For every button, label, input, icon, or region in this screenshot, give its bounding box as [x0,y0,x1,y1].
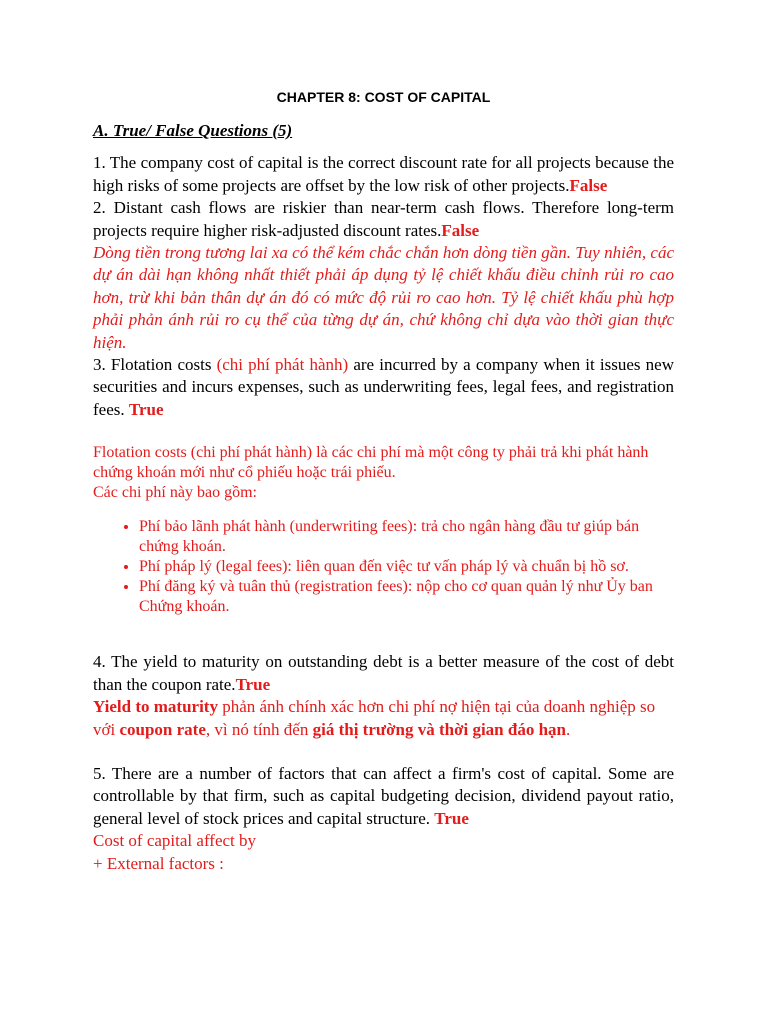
q3-text-end: are incurred by a company when it issues new securities and incurs expenses, such as underwriting fees, legal fees, and registration fees. [93,355,674,419]
q5-text: 5. There are a number of factors that can affect a firm's cost of capital. Some are controllable by that firm, such as capital budgeting decision, dividend payout ratio, general level of stock prices and capital structure. [93,763,674,828]
list-item: • Phí đăng ký và tuân thủ (registration fees): nộp cho cơ quan quản lý như Ủy ban Chứng khoán. [139,577,674,617]
q2-text: 2. Distant cash flows are riskier than near-term cash flows. Therefore long-term projects require higher risk-adjusted discount rates. [93,198,674,240]
list-item: • Phí bảo lãnh phát hành (underwriting fees): trả cho ngân hàng đầu tư giúp bán chứng khoán. [139,517,674,557]
q3-answer: True [128,399,164,419]
q4-text: 4. The yield to maturity on outstanding debt is a better measure of the cost of debt than the coupon rate. [93,652,674,694]
question-5 [93,763,674,830]
q3-bullet-list [93,517,674,617]
q3-note-line1: Flotation costs (chi phí phát hành) là các chi phí mà một công ty phải trả khi phát hành chứng khoán mới như cổ phiếu hoặc trái phiếu. [93,444,649,482]
q1-text: 1. The company cost of capital is the correct discount rate for all projects because the high risks of some projects are offset by the low risk of other projects. [93,153,674,195]
q5-answer: True [434,808,469,828]
question-2 [93,197,674,242]
q4-exp-mid1: phản ánh chính xác hơn chi phí nợ hiện tại của doanh nghiệp so với [93,697,656,739]
q4-exp-end: . [566,719,571,739]
q5-line2: + External factors : [93,853,224,873]
q4-answer: True [235,674,271,694]
q4-exp-bold1: Yield to maturity [93,697,218,717]
q2-explanation: Dòng tiền trong tương lai xa có thể kém chắc chắn hơn dòng tiền gần. Tuy nhiên, các dự án dài hạn không nhất thiết phải áp dụng tỷ lệ chiết khấu điều chỉnh rủi ro cao hơn, trừ khi bản thân dự án đó có mức độ rủi ro cao hơn. Tỷ lệ chiết khấu phù hợp phải phản ánh rủi ro cụ thể của từng dự án, chứ không chỉ dựa vào thời gian thực hiện. [93,243,674,352]
document-page [93,86,674,875]
q3-text-paren: (chi phí phát hành) [216,355,349,375]
spacer [93,421,674,443]
q1-answer: False [569,175,608,195]
q3-note-line2: Các chi phí này bao gồm: [93,484,257,502]
chapter-title: CHAPTER 8: COST OF CAPITAL [276,89,491,105]
q3-text-start: 3. Flotation costs [93,355,217,375]
question-3 [93,354,674,421]
spacer [93,741,674,763]
question-1 [93,152,674,197]
question-4 [93,651,674,696]
q4-exp-bold3: giá thị trường và thời gian đáo hạn [312,719,566,739]
q4-exp-bold2: coupon rate [119,719,206,739]
q4-exp-mid2: , vì nó tính đến [205,719,313,739]
section-heading: A. True/ False Questions (5) [93,121,293,140]
q4-explanation [93,696,674,741]
list-item: • Phí pháp lý (legal fees): liên quan đến việc tư vấn pháp lý và chuẩn bị hồ sơ. [139,557,674,577]
spacer [93,617,674,651]
q2-answer: False [441,220,480,240]
q5-line1: Cost of capital affect by [93,831,257,851]
